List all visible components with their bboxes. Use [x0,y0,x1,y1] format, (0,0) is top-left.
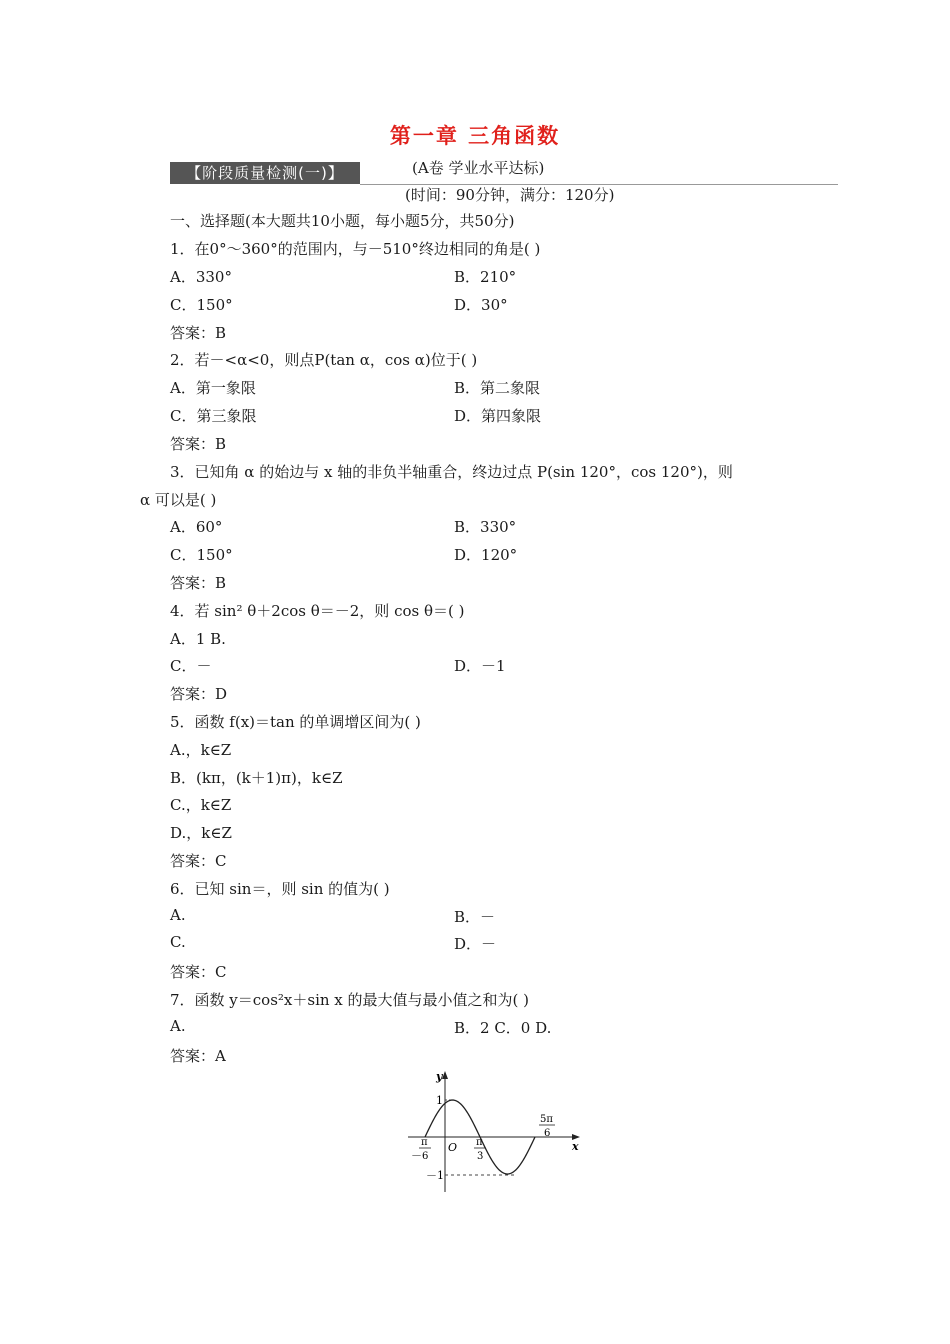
tick-neg-pi6-num: π [421,1137,428,1148]
tick-pi3-den: 3 [477,1151,484,1162]
q6-option-d: D．－ [454,935,497,953]
q4-option-c: C．－ [170,657,212,675]
sine-graph-figure [404,1066,588,1196]
y-one-label: 1 [436,1094,443,1107]
q2-option-b: B．第二象限 [454,379,541,397]
q2-option-d: D．第四象限 [454,407,542,425]
q1-stem: 1．在0°～360°的范围内，与－510°终边相同的角是( ) [170,240,541,258]
q1-answer: 答案：B [170,324,227,342]
y-axis-label: y [436,1070,443,1083]
q1-option-c: C．150° [170,296,233,314]
x-axis-label: x [572,1140,579,1153]
q6-answer: 答案：C [170,963,227,981]
q5-option-a: A.，k∈Z [170,741,232,759]
chapter-title: 第一章 三角函数 [389,124,561,148]
q3-option-c: C．150° [170,546,233,564]
q2-stem: 2．若－<α<0，则点P(tan α，cos α)位于( ) [170,351,478,369]
q3-stem-cont: α 可以是( ) [140,491,217,509]
q1-option-d: D．30° [454,296,508,314]
q3-option-d: D．120° [454,546,518,564]
time-note: (时间：90分钟，满分：120分) [405,186,615,204]
q3-answer: 答案：B [170,574,227,592]
q7-option-a: A. [170,1017,186,1035]
test-badge: 【阶段质量检测(一)】 [170,162,360,184]
q6-option-b: B．－ [454,908,496,926]
q2-option-a: A．第一象限 [170,379,256,397]
q5-option-d: D.，k∈Z [170,824,232,842]
tick-neg-pi6-den: 6 [422,1151,429,1162]
q3-stem: 3．已知角 α 的始边与 x 轴的非负半轴重合，终边过点 P(sin 120°，cos 120°)，则 [170,463,733,481]
q2-answer: 答案：B [170,435,227,453]
subtitle: (A卷 学业水平达标) [412,159,545,177]
q6-option-c: C. [170,933,186,951]
tick-neg-pi6-sign: － [411,1149,422,1162]
q5-answer: 答案：C [170,852,227,870]
section-heading: 一、选择题(本大题共10小题，每小题5分，共50分) [170,212,515,230]
q6-option-a: A. [170,906,186,924]
q2-option-c: C．第三象限 [170,407,257,425]
q5-stem: 5．函数 f(x)＝tan 的单调增区间为( ) [170,713,421,731]
q3-option-b: B．330° [454,518,517,536]
q7-stem: 7．函数 y＝cos²x＋sin x 的最大值与最小值之和为( ) [170,991,530,1009]
q1-option-a: A．330° [170,268,232,286]
q4-stem: 4．若 sin² θ＋2cos θ＝－2，则 cos θ＝( ) [170,602,465,620]
tick-5pi6-num: 5π [540,1114,553,1125]
tick-pi3-num: π [476,1137,483,1148]
q7-option-bcd: B．2 C．0 D. [454,1019,552,1037]
q1-option-b: B．210° [454,268,517,286]
q4-option-ab: A．1 B. [170,630,226,648]
tick-5pi6-den: 6 [544,1128,551,1139]
q5-option-c: C.，k∈Z [170,796,232,814]
q7-answer: 答案：A [170,1047,226,1065]
y-axis-arrow [442,1071,448,1079]
origin-label: O [448,1141,458,1154]
q4-answer: 答案：D [170,685,228,703]
y-neg-one-label: －1 [426,1169,444,1182]
q6-stem: 6．已知 sin＝，则 sin 的值为( ) [170,880,390,898]
q5-option-b: B．(kπ，(k＋1)π)，k∈Z [170,769,343,787]
q4-option-d: D．－1 [454,657,506,675]
q3-option-a: A．60° [170,518,223,536]
